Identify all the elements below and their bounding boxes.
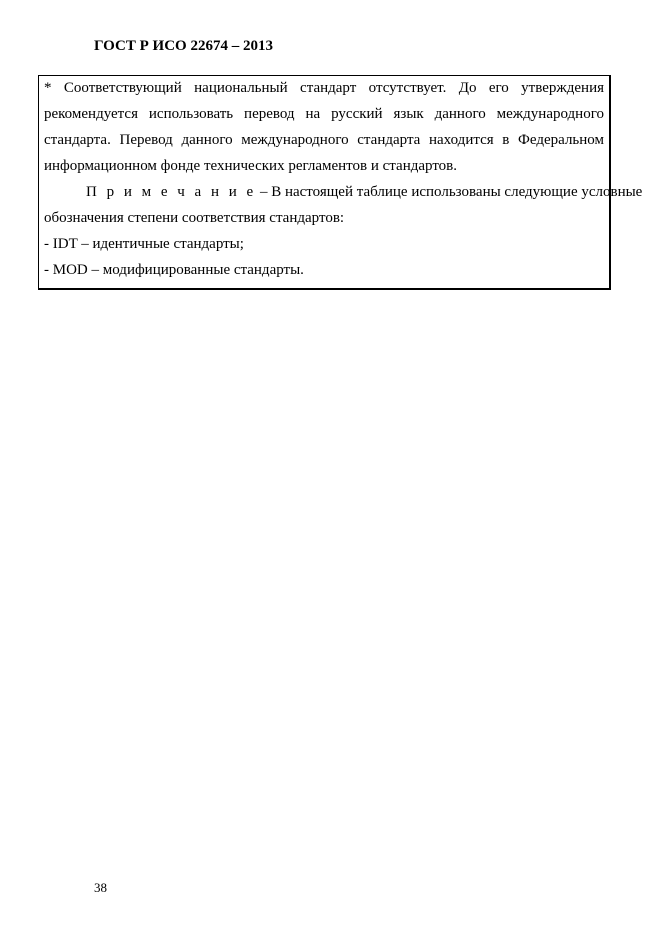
footnote-line-3: стандарта. Перевод данного международного стандарта находится в Федеральном <box>44 132 604 148</box>
note-line-2: обозначения степени соответствия стандартов: <box>44 210 345 226</box>
note-text: – В настоящей таблице использованы следующие условные <box>256 184 643 200</box>
footnote-line-2: рекомендуется использовать перевод на русский язык данного международного <box>44 106 604 122</box>
page-number: 38 <box>94 880 107 895</box>
note-line-1 <box>86 184 643 201</box>
footnote-line-1: * Соответствующий национальный стандарт отсутствует. До его утверждения <box>44 80 604 96</box>
document-header: ГОСТ Р ИСО 22674 – 2013 <box>94 38 273 54</box>
footnote-box <box>38 75 643 290</box>
footnote-line-4: информационном фонде технических регламентов и стандартов. <box>44 158 458 174</box>
note-label: П р и м е ч а н и е <box>86 184 257 200</box>
note-item-mod: - MOD – модифицированные стандарты. <box>44 262 304 278</box>
note-item-idt: - IDT – идентичные стандарты; <box>44 236 244 252</box>
